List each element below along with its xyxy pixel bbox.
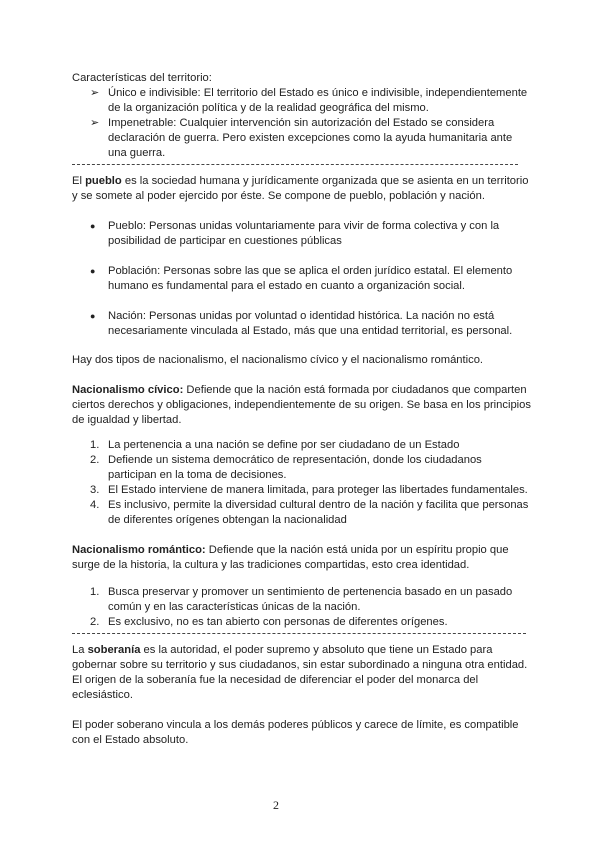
- civico-definition-line-1: Nacionalismo cívico: Defiende que la nación está formada por ciudadanos que comparten: [72, 384, 527, 396]
- soberania-para2-line-2: con el Estado absoluto.: [72, 734, 189, 746]
- arrow-bullet-icon: ➢: [90, 117, 100, 129]
- tipos-nacionalismo: Hay dos tipos de nacionalismo, el nacionalismo cívico y el nacionalismo romántico.: [72, 354, 484, 366]
- pueblo-term: pueblo: [85, 175, 122, 187]
- pueblo-definition-line-1: El pueblo es la sociedad humana y jurídicamente organizada que se asienta en un territorio: [72, 175, 529, 187]
- territorio-heading: Características del territorio:: [72, 72, 212, 84]
- soberania-para2-line-1: El poder soberano vincula a los demás poderes públicos y carece de límite, es compatible: [72, 719, 519, 731]
- romantico-definition-line-1: Nacionalismo romántico: Defiende que la nación está unida por un espíritu propio que: [72, 544, 509, 556]
- pueblo-item-3-line-2: necesariamente vinculada al Estado, más que una entidad territorial, es personal.: [108, 325, 513, 337]
- dot-bullet-icon: ●: [90, 266, 96, 276]
- territorio-item-1-line-1: Único e indivisible: El territorio del Estado es único e indivisible, independientemente: [108, 87, 528, 99]
- list-number: 3.: [90, 484, 100, 496]
- civico-term: Nacionalismo cívico:: [72, 384, 184, 396]
- list-number: 1.: [90, 586, 100, 598]
- list-number: 1.: [90, 439, 100, 451]
- romantico-term: Nacionalismo romántico:: [72, 544, 206, 556]
- soberania-term: soberanía: [87, 644, 141, 656]
- civico-item-1-line-1: La pertenencia a una nación se define por ser ciudadano de un Estado: [108, 439, 460, 451]
- soberania-definition-line-2: gobernar sobre su territorio y sus ciudadanos, sin estar subordinado a ninguna otra entidad.: [72, 659, 528, 671]
- romantico-item-1-line-1: Busca preservar y promover un sentimiento de pertenencia basado en un pasado: [108, 586, 513, 598]
- section-divider: [72, 164, 518, 165]
- pueblo-definition-line-2: y se somete al poder ejercido por éste. Se compone de pueblo, población y nación.: [72, 190, 485, 202]
- romantico-item-1-line-2: común y en las características únicas de la nación.: [108, 601, 361, 613]
- soberania-definition-line-4: eclesiástico.: [72, 689, 133, 701]
- dot-bullet-icon: ●: [90, 221, 96, 231]
- civico-item-4-line-2: de diferentes orígenes obtengan la nacionalidad: [108, 514, 347, 526]
- pueblo-item-2-line-1: Población: Personas sobre las que se aplica el orden jurídico estatal. El elemento: [108, 265, 513, 277]
- romantico-definition-line-2: surge de la historia, la cultura y las tradiciones compartidas, esto crea identidad.: [72, 559, 470, 571]
- civico-item-2-line-2: participan en la toma de decisiones.: [108, 469, 287, 481]
- civico-item-4-line-1: Es inclusivo, permite la diversidad cultural dentro de la nación y facilita que personas: [108, 499, 529, 511]
- pueblo-item-2-line-2: humano es fundamental para el estado en cuanto a organización social.: [108, 280, 465, 292]
- civico-item-2-line-1: Defiende un sistema democrático de representación, donde los ciudadanos: [108, 454, 482, 466]
- list-number: 2.: [90, 454, 100, 466]
- civico-definition-line-3: de igualdad y libertad.: [72, 414, 182, 426]
- soberania-definition-line-3: El origen de la soberanía fue la necesidad de diferenciar el poder del monarca del: [72, 674, 479, 686]
- territorio-item-1-line-2: de la organización política y de la realidad geográfica del mismo.: [108, 102, 429, 114]
- pueblo-item-1-line-1: Pueblo: Personas unidas voluntariamente para vivir de forma colectiva y con la: [108, 220, 500, 232]
- pueblo-item-1-line-2: posibilidad de participar en cuestiones públicas: [108, 235, 342, 247]
- list-number: 4.: [90, 499, 100, 511]
- page-number: 2: [273, 798, 279, 812]
- civico-definition-line-2: ciertos derechos y obligaciones, independientemente de su origen. Se basa en los principios: [72, 399, 531, 411]
- section-divider: [72, 633, 526, 634]
- territorio-item-2-line-2: declaración de guerra. Pero existen excepciones como la ayuda humanitaria ante: [108, 132, 513, 144]
- soberania-definition-line-1: La soberanía es la autoridad, el poder supremo y absoluto que tiene un Estado para: [72, 644, 493, 656]
- territorio-item-2-line-1: Impenetrable: Cualquier intervención sin autorización del Estado se considera: [108, 117, 495, 129]
- arrow-bullet-icon: ➢: [90, 87, 100, 99]
- pueblo-item-3-line-1: Nación: Personas unidas por voluntad o identidad histórica. La nación no está: [108, 310, 495, 322]
- dot-bullet-icon: ●: [90, 311, 96, 321]
- romantico-item-2-line-1: Es exclusivo, no es tan abierto con personas de diferentes orígenes.: [108, 616, 448, 628]
- list-number: 2.: [90, 616, 100, 628]
- territorio-item-2-line-3: una guerra.: [108, 147, 166, 159]
- civico-item-3-line-1: El Estado interviene de manera limitada, para proteger las libertades fundamentales.: [108, 484, 528, 496]
